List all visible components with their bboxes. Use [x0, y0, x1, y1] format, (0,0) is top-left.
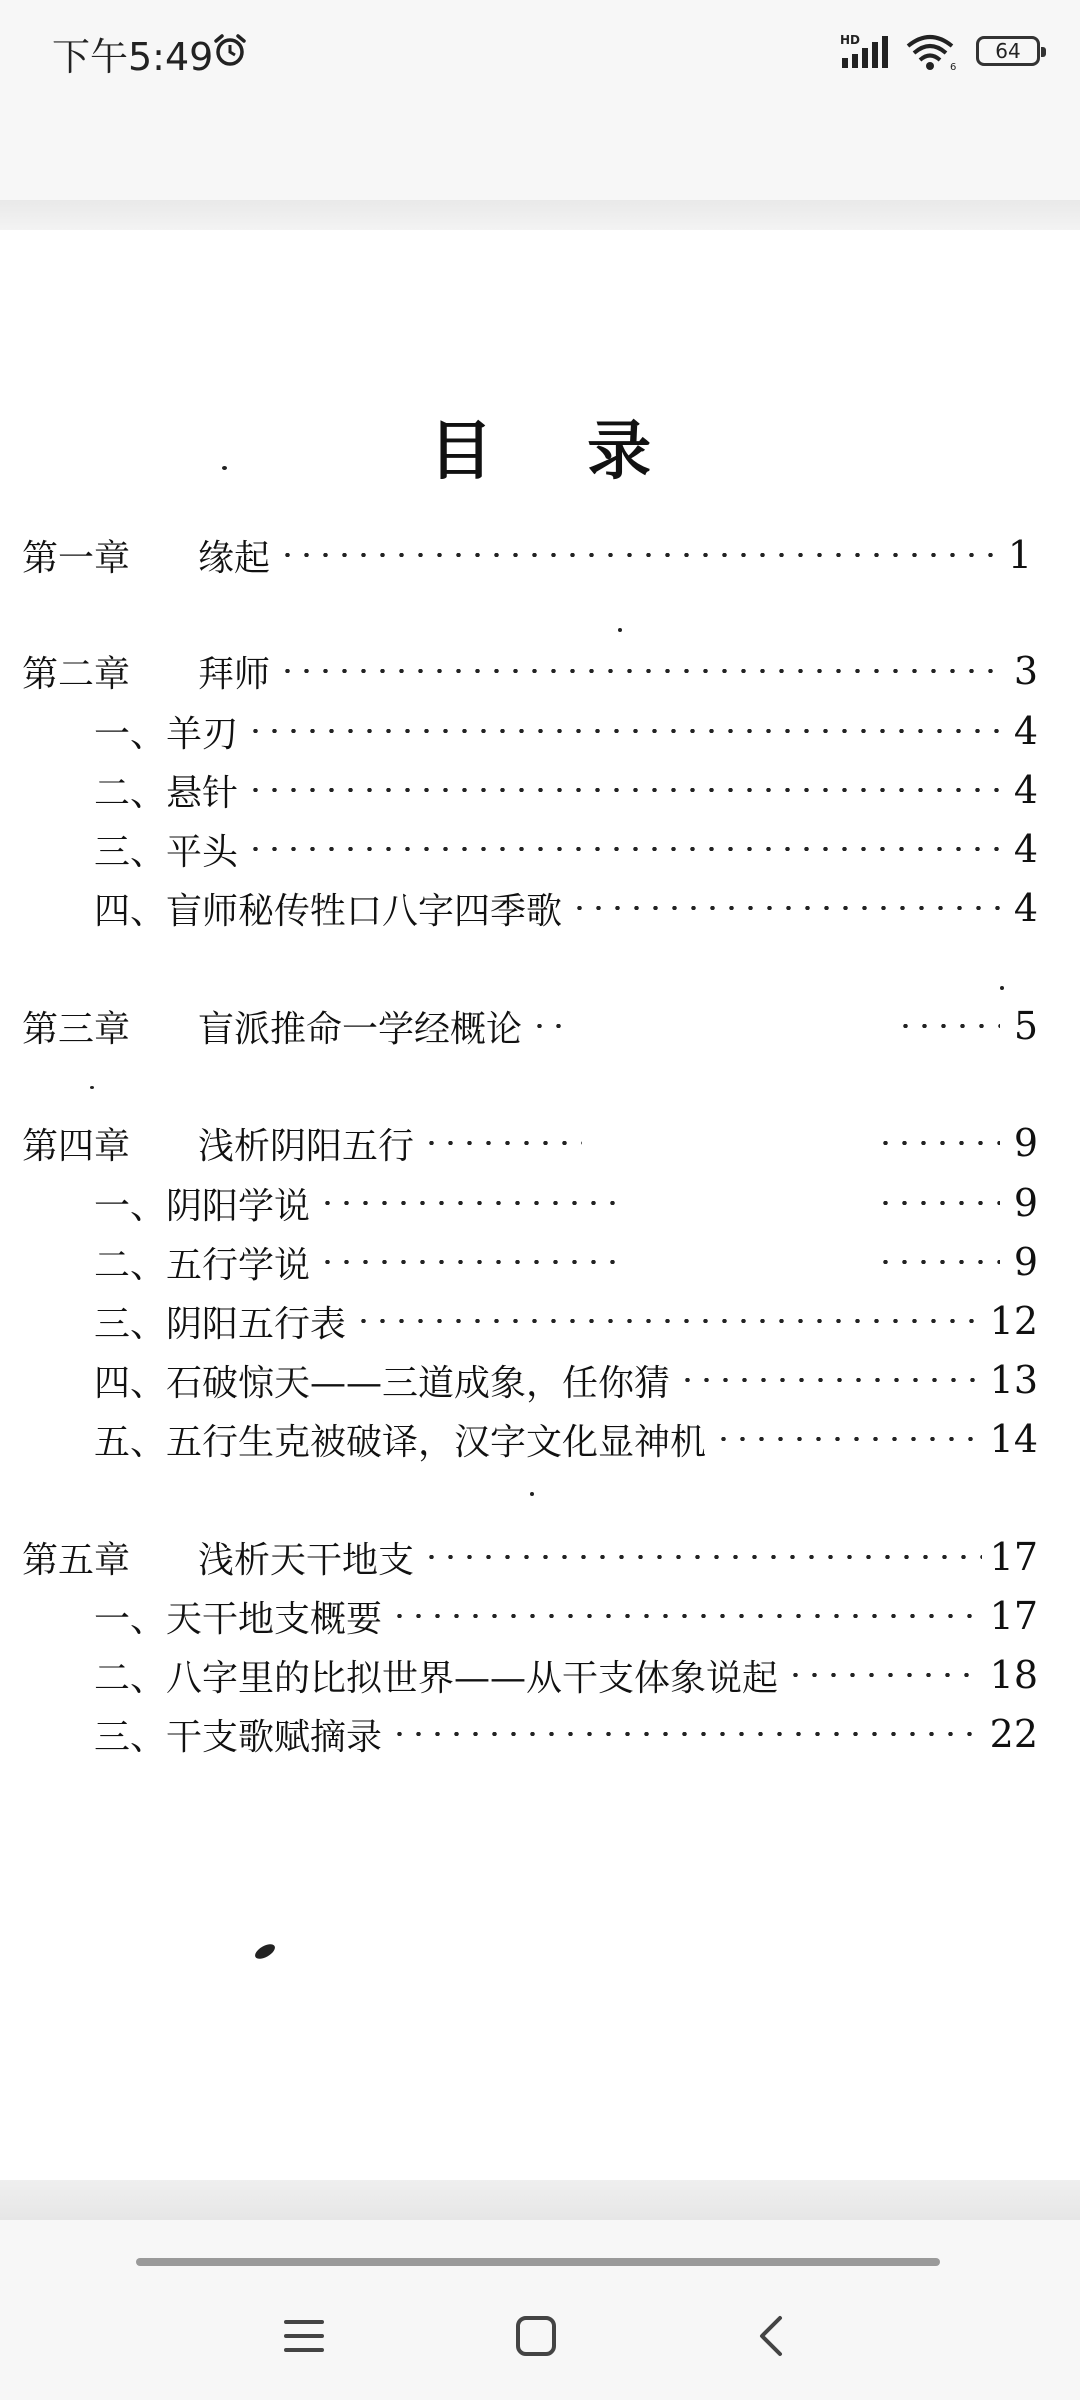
dot-leader: [896, 1024, 1000, 1028]
dot-leader: [678, 1378, 982, 1382]
toc-page-number: 4: [1013, 768, 1038, 812]
svg-text:6: 6: [950, 62, 957, 72]
dot-leader: [390, 1614, 982, 1618]
dot-leader: [422, 1555, 982, 1559]
toc-entry-label: 一、阴阳学说: [94, 1185, 311, 1227]
dot-leader: [246, 847, 1000, 851]
dot-leader: [530, 1024, 570, 1028]
toc-entry-label: 四、盲师秘传牲口八字四季歌: [94, 890, 563, 932]
navigation-bar: [0, 2270, 1080, 2400]
home-icon[interactable]: [512, 2312, 560, 2360]
toc-entry[interactable]: [94, 706, 1038, 756]
dot-leader: [318, 1260, 618, 1264]
toc-entry-label: 一、羊刃: [94, 713, 239, 755]
dot-leader: [570, 906, 1000, 910]
dot-leader: [390, 1732, 982, 1736]
toc-entry-label: 二、五行学说: [94, 1244, 311, 1286]
scan-speck: [253, 1941, 278, 1962]
toc-entry[interactable]: [22, 1118, 1038, 1168]
dot-leader: [278, 669, 1000, 673]
toc-page-number: 5: [1013, 1004, 1038, 1048]
toc-entry[interactable]: [94, 883, 1038, 933]
toc-entry[interactable]: [94, 1355, 1038, 1405]
toc-page-number: 4: [1013, 827, 1038, 871]
toc-chapter-number: 第四章: [22, 1125, 131, 1167]
toc-entry-label: 二、悬针: [94, 772, 239, 814]
toc-entry[interactable]: [94, 824, 1038, 874]
dot-leader: [246, 788, 1000, 792]
toc-entry-label: 四、石破惊天——三道成象，任你猜: [94, 1362, 671, 1404]
toc-title: 目 录: [428, 414, 688, 489]
wifi-icon: [904, 32, 960, 72]
toc-entry-label: 第三章 盲派推命一学经概论: [22, 1001, 522, 1052]
svg-text:HD: HD: [840, 33, 861, 47]
dot-leader: [876, 1141, 1000, 1145]
toc-entry[interactable]: [22, 1001, 1038, 1051]
toc-page-number: 9: [1013, 1240, 1038, 1284]
scan-speck: [618, 628, 622, 632]
toc-entry[interactable]: [94, 1414, 1038, 1464]
toc-entry[interactable]: [94, 765, 1038, 815]
dot-leader: [876, 1260, 1000, 1264]
toc-entry-label: 三、平头: [94, 831, 239, 873]
dot-leader: [714, 1437, 982, 1441]
toc-page-number: 17: [989, 1535, 1038, 1579]
alarm-icon: [212, 32, 248, 68]
toc-page-number: 13: [989, 1358, 1038, 1402]
toc-page-number: 3: [1013, 649, 1038, 693]
toc-entry-label: 五、五行生克被破译，汉字文化显神机: [94, 1421, 707, 1463]
document-page[interactable]: [0, 230, 1080, 2180]
toc-entry[interactable]: [94, 1296, 1038, 1346]
scan-speck: [1000, 986, 1004, 990]
page-gap: [0, 200, 1080, 230]
toc-page-number: 22: [989, 1712, 1038, 1756]
toc-chapter-number: 第一章: [22, 537, 131, 579]
toc-entry-label: 三、阴阳五行表: [94, 1303, 347, 1345]
toc-chapter-number: 第五章: [22, 1539, 131, 1581]
page-gap: [0, 2180, 1080, 2220]
toc-entry-label: 第二章 拜师: [22, 646, 270, 697]
toc-entry-label: 三、干支歌赋摘录: [94, 1716, 383, 1758]
hd-signal-icon: [840, 32, 896, 70]
toc-chapter-number: 第三章: [22, 1008, 131, 1050]
toc-entry[interactable]: [94, 1709, 1038, 1759]
status-bar: [0, 0, 1080, 100]
scan-speck: [222, 466, 227, 470]
toc-entry-label: 第一章 缘起: [22, 530, 270, 581]
toc-page-number: 14: [989, 1417, 1038, 1461]
dot-leader: [422, 1141, 582, 1145]
toc-page-number: 9: [1013, 1121, 1038, 1165]
toc-page-number: 1: [1007, 533, 1032, 577]
toc-page-number: 12: [989, 1299, 1038, 1343]
dot-leader: [876, 1201, 1000, 1205]
toc-entry[interactable]: [22, 646, 1038, 696]
scan-speck: [90, 1086, 94, 1089]
toc-entry-label: 第五章 浅析天干地支: [22, 1532, 414, 1583]
dot-leader: [786, 1673, 982, 1677]
toc-entry[interactable]: [94, 1650, 1038, 1700]
dot-leader: [278, 553, 994, 557]
status-time: 下午5:49: [52, 35, 214, 79]
toc-entry[interactable]: [94, 1237, 1038, 1287]
toc-entry[interactable]: [22, 530, 1032, 580]
toc-entry-label: 二、八字里的比拟世界——从干支体象说起: [94, 1657, 779, 1699]
dot-leader: [318, 1201, 618, 1205]
dot-leader: [354, 1319, 982, 1323]
toc-page-number: 9: [1013, 1181, 1038, 1225]
toc-entry-label: 一、天干地支概要: [94, 1598, 383, 1640]
toc-entry[interactable]: [22, 1532, 1038, 1582]
toc-page-number: 17: [989, 1594, 1038, 1638]
toc-page-number: 4: [1013, 886, 1038, 930]
back-icon[interactable]: [748, 2312, 796, 2360]
dot-leader: [246, 729, 1000, 733]
toc-page-number: 18: [989, 1653, 1038, 1697]
horizontal-scroll-indicator[interactable]: [136, 2258, 940, 2266]
battery-icon: 64: [976, 36, 1040, 66]
toc-entry[interactable]: [94, 1178, 1038, 1228]
menu-icon[interactable]: [280, 2312, 328, 2360]
toc-entry-label: 第四章 浅析阴阳五行: [22, 1118, 414, 1169]
toc-chapter-number: 第二章: [22, 653, 131, 695]
toc-page-number: 4: [1013, 709, 1038, 753]
toc-entry[interactable]: [94, 1591, 1038, 1641]
scan-speck: [530, 1492, 534, 1496]
